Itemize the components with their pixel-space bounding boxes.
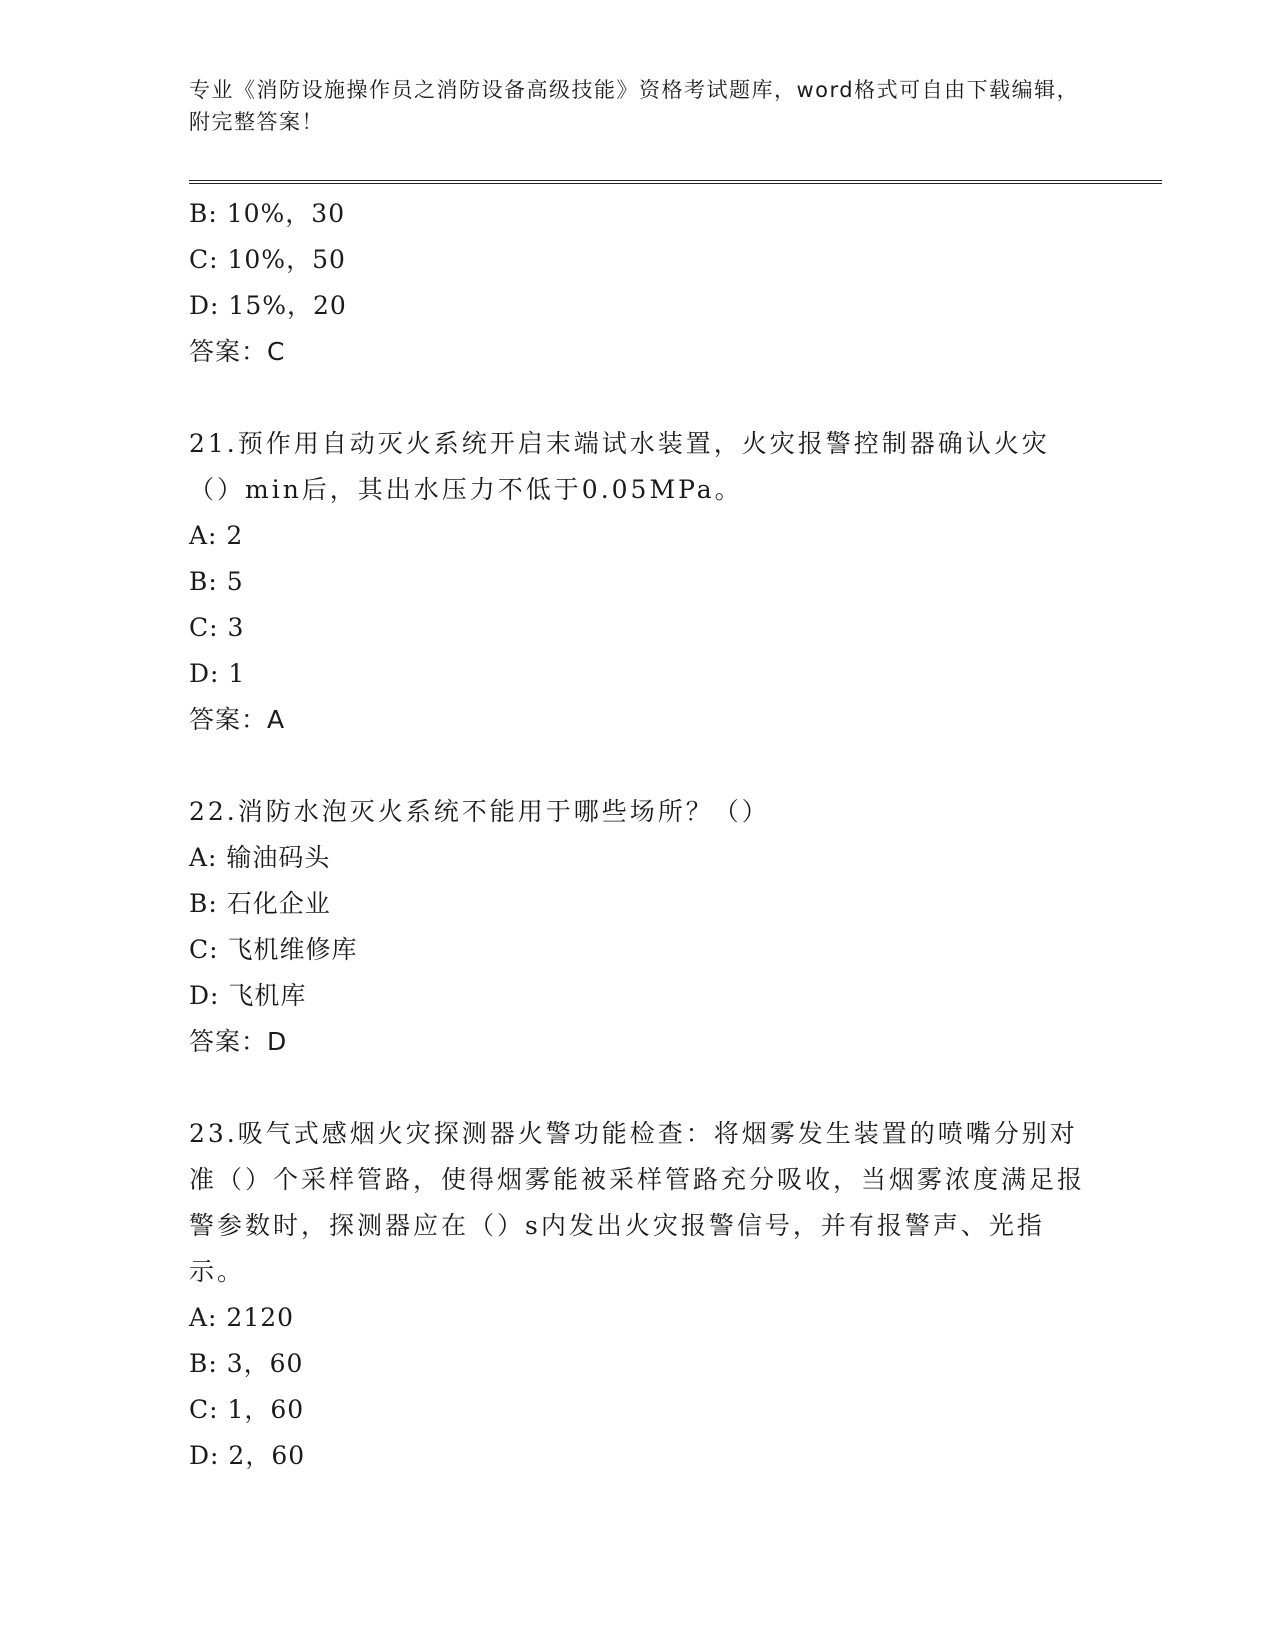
option-a: A: 2120 [189, 1303, 295, 1332]
option-a: A: 2 [189, 521, 244, 550]
option-b: B: 5 [189, 567, 244, 596]
option-d: D: 15%，20 [189, 291, 347, 320]
question-23 [189, 1111, 1089, 1479]
header-divider [189, 180, 1162, 184]
option-c: C: 3 [189, 613, 245, 642]
option-b: B: 石化企业 [189, 889, 331, 918]
option-a: A: 输油码头 [189, 843, 331, 872]
question-21 [189, 421, 1089, 743]
option-c: C: 10%，50 [189, 245, 346, 274]
option-c: C: 1，60 [189, 1395, 305, 1424]
question-stem: 21.预作用自动灭火系统开启末端试水装置，火灾报警控制器确认火灾（）min后，其出水压力不低于0.05MPa。 [189, 429, 1050, 504]
document-title: 专业《消防设施操作员之消防设备高级技能》资格考试题库，word格式可自由下载编辑，附完整答案！ [189, 78, 1080, 134]
question-stem: 22.消防水泡灭火系统不能用于哪些场所？（） [189, 797, 770, 826]
option-b: B: 3，60 [189, 1349, 304, 1378]
answer: 答案：A [189, 705, 286, 734]
question-list [189, 191, 1089, 1479]
option-c: C: 飞机维修库 [189, 935, 358, 964]
question-22 [189, 789, 1089, 1065]
question-stem: 23.吸气式感烟火灾探测器火警功能检查：将烟雾发生装置的喷嘴分别对准（）个采样管路，使得烟雾能被采样管路充分吸收，当烟雾浓度满足报警参数时，探测器应在（）s内发出火灾报警信号，并有报警声、光指示。 [189, 1119, 1086, 1286]
page-header [189, 74, 1089, 138]
answer: 答案：C [189, 337, 286, 366]
option-d: D: 2，60 [189, 1441, 306, 1470]
option-d: D: 1 [189, 659, 246, 688]
option-d: D: 飞机库 [189, 981, 307, 1010]
option-b: B: 10%，30 [189, 199, 346, 228]
answer: 答案：D [189, 1027, 288, 1056]
previous-question-tail [189, 191, 1089, 375]
